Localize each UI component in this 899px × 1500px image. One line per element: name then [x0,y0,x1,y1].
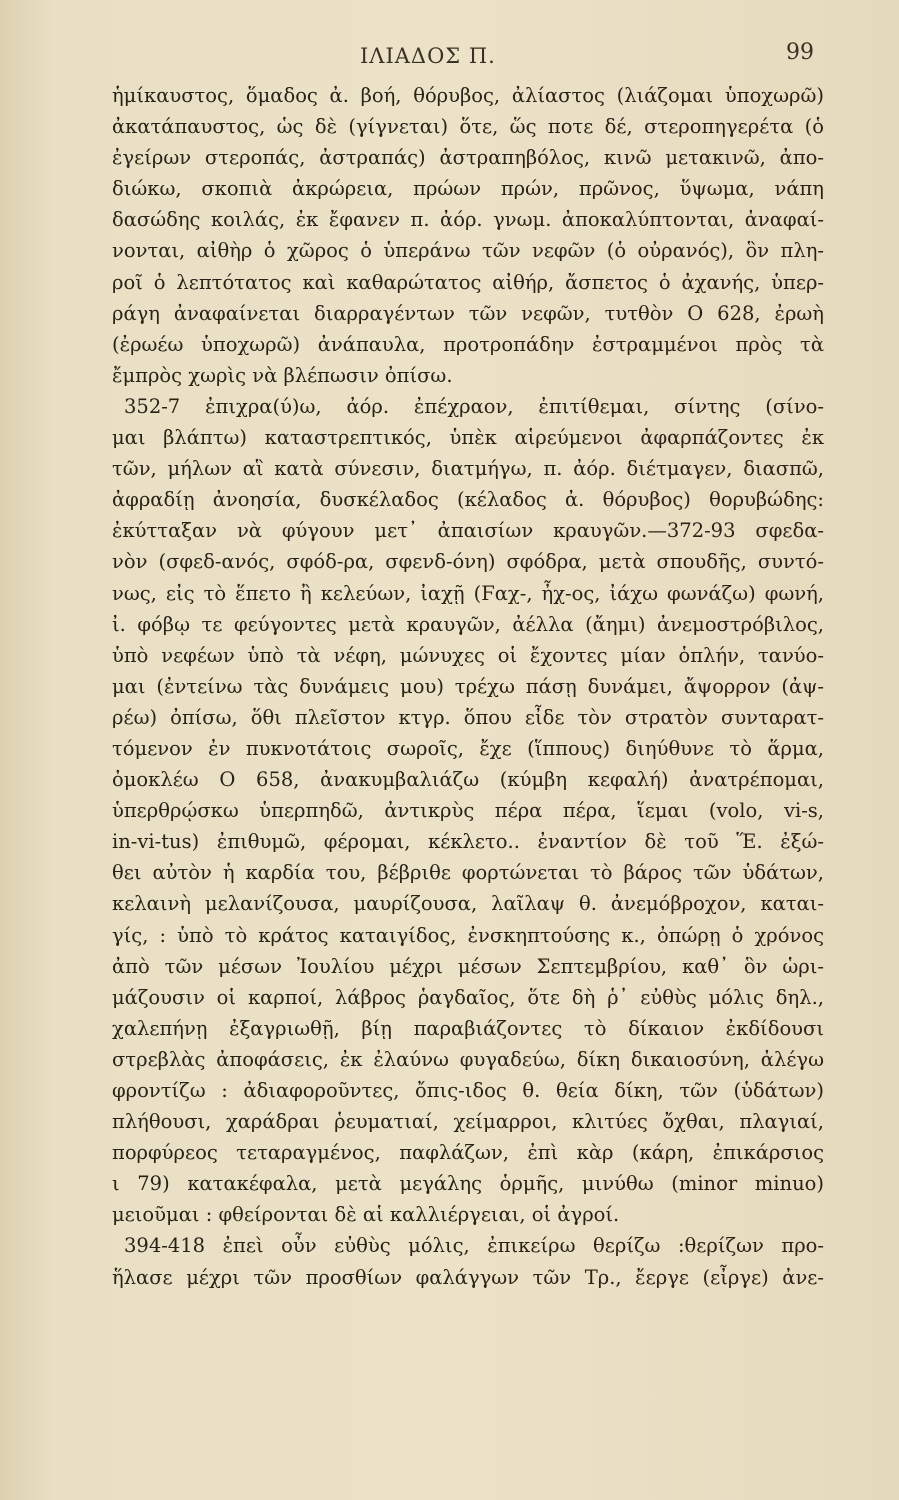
text-line: (ἐρωέω ὑποχωρῶ) ἀνάπαυλα, προτροπάδην ἐστραμμένοι πρὸς τὰ [112,332,824,356]
text-line: μάζουσιν οἱ καρποί, λάβρος ῥαγδαῖος, ὅτε δὴ ῥ᾽ εὐθὺς μόλις δηλ., [112,985,824,1009]
text-line: χαλεπήνῃ ἐξαγριωθῇ, βίῃ παραβιάζοντες τὸ δίκαιον ἐκδίδουσι [112,1016,824,1040]
text-line: ὀμοκλέω Ο 658, ἀνακυμβαλιάζω (κύμβη κεφαλή) ἀνατρέπομαι, [112,768,824,792]
text-line: ἀφραδίῃ ἀνοησία, δυσκέλαδος (κέλαδος ἀ. θόρυβος) θορυβώδης: [112,488,824,512]
page-number: 99 [786,40,814,65]
text-line: γίς, : ὑπὸ τὸ κράτος καταιγίδος, ἐνσκηπτούσης κ., ὀπώρῃ ὁ χρόνος [112,923,824,947]
text-line: ράγη ἀναφαίνεται διαρραγέντων τῶν νεφῶν, τυτθὸν Ο 628, ἐρωὴ [112,301,824,325]
text-line: διώκω, σκοπιὰ ἀκρώρεια, πρώων πρών, πρῶνος, ὕψωμα, νάπη [112,177,824,201]
page-header [0,38,899,78]
text-line: 394-418 ἐπεὶ οὖν εὐθὺς μόλις, ἐπικείρω θερίζω :θερίζων προ- [124,1234,824,1258]
text-line: ἰ. φόβῳ τε φεύγοντες μετὰ κραυγῶν, ἀέλλα (ἄημι) ἀνεμοστρόβιλος, [112,612,824,636]
text-line: δασώδης κοιλάς, ἐκ ἔφανεν π. ἀόρ. γνωμ. ἀποκαλύπτονται, ἀναφαί- [112,208,824,232]
text-line: ι 79) κατακέφαλα, μετὰ μεγάλης ὁρμῆς, μινύθω (minor minuo) [112,1172,824,1196]
text-line: φροντίζω : ἀδιαφοροῦντες, ὄπις-ιδος θ. θεία δίκη, τῶν (ὑδάτων) [112,1079,824,1102]
text-line: ἀκατάπαυστος, ὡς δὲ (γίγνεται) ὅτε, ὥς ποτε δέ, στεροπηγερέτα (ὁ [112,115,824,139]
text-line: τόμενον ἐν πυκνοτάτοις σωροῖς, ἔχε (ἵππους) διηύθυνε τὸ ἅρμα, [112,736,824,760]
text-line: μειοῦμαι : φθείρονται δὲ αἱ καλλιέργειαι, οἱ ἀγροί. [112,1203,620,1227]
text-line: πορφύρεος τεταραγμένος, παφλάζων, ἐπὶ κὰρ (κάρη, ἐπικάρσιος [112,1141,824,1165]
text-line: θει αὐτὸν ἡ καρδία του, βέβριθε φορτώνεται τὸ βάρος τῶν ὑδάτων, [112,861,824,885]
text-line: in-vi-tus) ἐπιθυμῶ, φέρομαι, κέκλετο.. ἐναντίον δὲ τοῦ Ἕ. ἐξώ- [112,830,824,854]
text-line: ρέω) ὀπίσω, ὅθι πλεῖστον κτγρ. ὅπου εἶδε τὸν στρατὸν συνταρατ- [112,705,824,729]
text-line: μαι (ἐντείνω τὰς δυνάμεις μου) τρέχω πάσῃ δυνάμει, ἄψορρον (ἀψ- [112,674,824,698]
text-line: νονται, αἰθὴρ ὁ χῶρος ὁ ὑπεράνω τῶν νεφῶν (ὁ οὐρανός), ὃν πλη- [112,239,824,263]
text-line: πλήθουσι, χαράδραι ῥευματιαί, χείμαρροι, κλιτύες ὄχθαι, πλαγιαί, [112,1110,824,1134]
commentary-text [112,80,824,1293]
text-line: ὑπερθρῴσκω ὑπερπηδῶ, ἀντικρὺς πέρα πέρα, ἵεμαι (volo, vi-s, [112,799,824,823]
text-line: ἀπὸ τῶν μέσων Ἰουλίου μέχρι μέσων Σεπτεμβρίου, καθ᾽ ὃν ὡρι- [112,954,824,978]
text-line: ροῖ ὁ λεπτότατος καὶ καθαρώτατος αἰθήρ, ἄσπετος ὁ ἀχανής, ὑπερ- [112,270,824,294]
text-line: νως, εἰς τὸ ἕπετο ἢ κελεύων, ἰαχῇ (Ϝαχ-, ἦχ-ος, ἰάχω φωνάζω) φωνή, [112,581,824,605]
text-line: ὑπὸ νεφέων ὑπὸ τὰ νέφη, μώνυχες οἱ ἔχοντες μίαν ὁπλήν, τανύο- [112,643,824,667]
text-line: ἐκύτταξαν νὰ φύγουν μετ᾽ ἀπαισίων κραυγῶν.—372-93 σφεδα- [112,519,824,543]
text-line: στρεβλὰς ἀποφάσεις, ἐκ ἐλαύνω φυγαδεύω, δίκη δικαιοσύνη, ἀλέγω [112,1047,824,1071]
text-line: ἔμπρὸς χωρὶς νὰ βλέπωσιν ὀπίσω. [112,363,453,387]
text-line: νὸν (σφεδ-ανός, σφόδ-ρα, σφενδ-όνη) σφόδρα, μετὰ σπουδῆς, συντό- [112,550,824,574]
text-line: μαι βλάπτω) καταστρεπτικός, ὑπὲκ αἱρεύμενοι ἀφαρπάζοντες ἐκ [112,426,824,450]
text-line: τῶν, μήλων αἳ κατὰ σύνεσιν, διατμήγω, π. ἀόρ. διέτμαγεν, διασπῶ, [112,457,824,481]
text-line: ἐγείρων στεροπάς, ἀστραπάς) ἀστραπηβόλος, κινῶ μετακινῶ, ἀπο- [112,146,824,170]
text-line: 352-7 ἐπιχρα(ύ)ω, ἀόρ. ἐπέχραον, ἐπιτίθεμαι, σίντης (σίνο- [124,394,824,418]
running-title: ΙΛΙΑΔΟΣ Π. [360,44,496,68]
text-line: ἥλασε μέχρι τῶν προσθίων φαλάγγων τῶν Τρ., ἔεργε (εἶργε) ἀνε- [112,1265,824,1289]
text-line: ἡμίκαυστος, ὅμαδος ἀ. βοή, θόρυβος, ἀλίαστος (λιάζομαι ὑποχωρῶ) [112,84,824,107]
text-line: κελαινὴ μελανίζουσα, μαυρίζουσα, λαῖλαψ θ. ἀνεμόβροχον, καται- [112,892,824,916]
